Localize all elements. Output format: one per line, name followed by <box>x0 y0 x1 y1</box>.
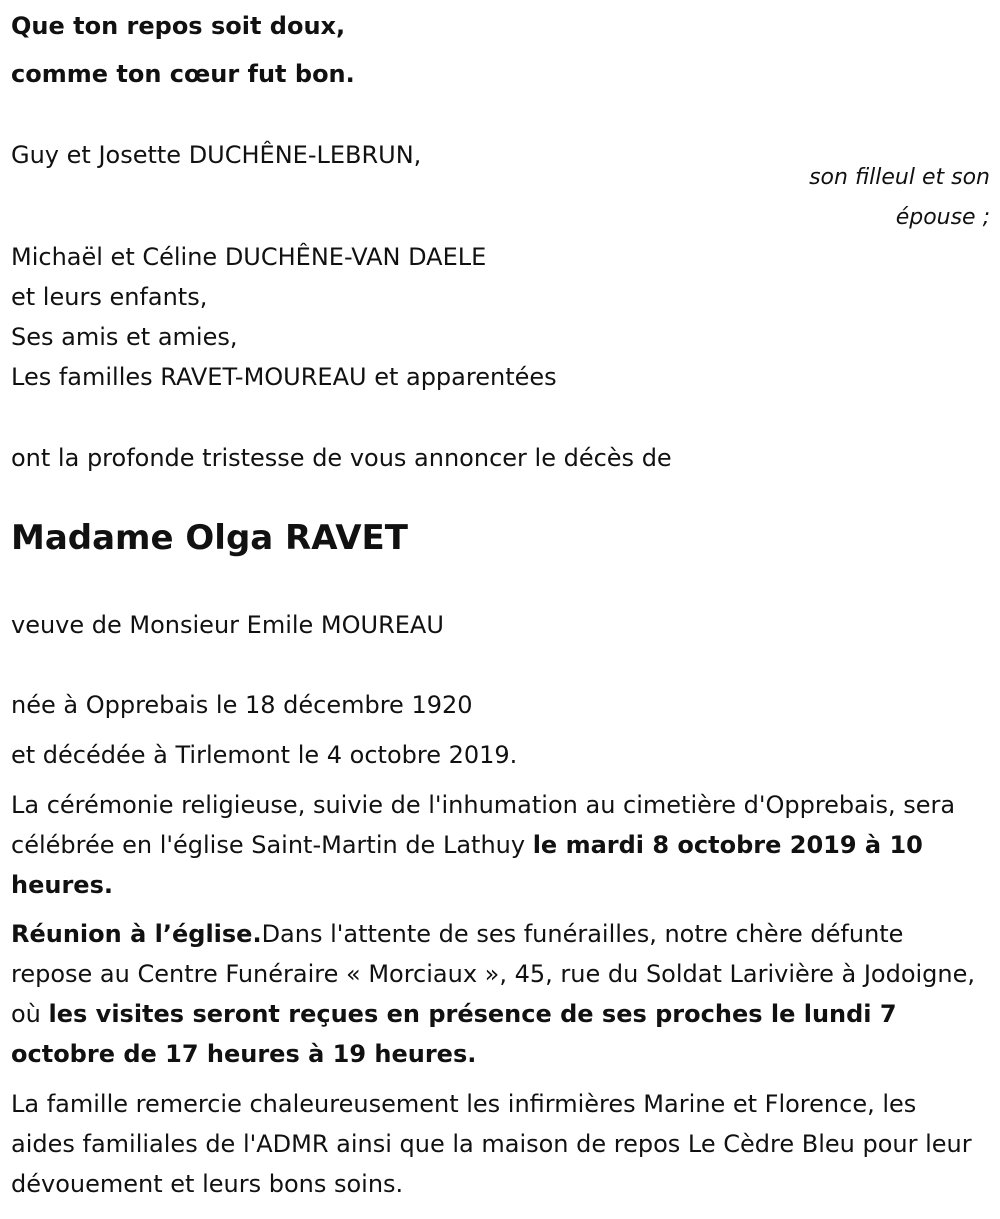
announcement-text: ont la profonde tristesse de vous annoncer le décès de <box>11 444 672 472</box>
thanks-paragraph: La famille remercie chaleureusement les infirmières Marine et Florence, les aides familiales de l'ADMR ainsi que la maison de repos Le Cèdre Bleu pour leur dévouement et leurs bons soins. <box>11 1090 972 1198</box>
family-friends: Ses amis et amies, <box>11 323 238 351</box>
ceremony-text: La cérémonie religieuse, suivie de l'inhumation au cimetière d'Opprebais, sera célébrée en l'église Saint-Martin de Lathuy <box>11 791 956 859</box>
reunion-paragraph <box>11 914 986 1074</box>
ceremony-date: le mardi 8 octobre 2019 à 10 heures. <box>11 831 923 899</box>
widow-of: veuve de Monsieur Emile MOUREAU <box>11 611 444 639</box>
reunion-lead: Réunion à l’église. <box>11 920 262 948</box>
family-families: Les familles RAVET-MOUREAU et apparentées <box>11 363 557 391</box>
deceased-name: Madame Olga RAVET <box>11 518 408 558</box>
ceremony-paragraph <box>11 785 986 905</box>
relation-line-1: son filleul et son <box>809 165 990 190</box>
family-children: et leurs enfants, <box>11 283 208 311</box>
reunion-text: Dans l'attente de ses funérailles, notre chère défunte repose au Centre Funéraire « Morciaux », 45, rue du Soldat Larivière à Jodoigne, où <box>11 920 976 1028</box>
death-info: et décédée à Tirlemont le 4 octobre 2019. <box>11 741 518 769</box>
family-godson-couple: Guy et Josette DUCHÊNE-LEBRUN, <box>11 141 422 169</box>
epigraph-line-1: Que ton repos soit doux, <box>11 12 346 40</box>
birth-info: née à Opprebais le 18 décembre 1920 <box>11 691 473 719</box>
family-couple-2: Michaël et Céline DUCHÊNE-VAN DAELE <box>11 243 487 271</box>
relation-line-2: épouse ; <box>895 205 990 230</box>
epigraph-line-2: comme ton cœur fut bon. <box>11 60 355 88</box>
visits-info: les visites seront reçues en présence de ses proches le lundi 7 octobre de 17 heures à 19 heures. <box>11 1000 897 1068</box>
